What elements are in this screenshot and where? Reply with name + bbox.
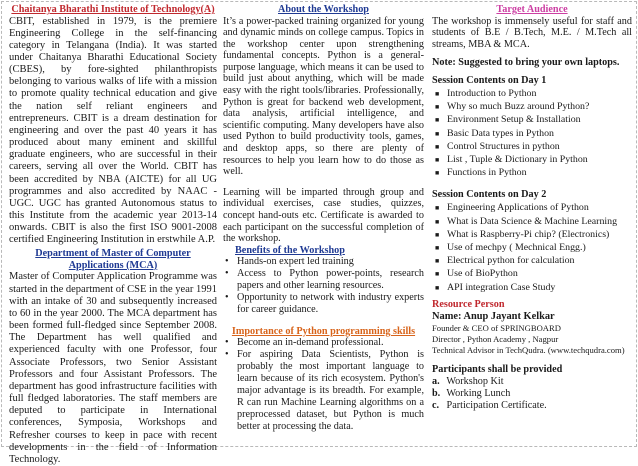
column-institute [9, 4, 217, 465]
benefits-list [223, 256, 424, 316]
workshop-description: It’s a power-packed training organized for young and dynamic minds on college campus. Topics in the workshop center upon strengthening fundamental concepts. Python is a general-purpose language, which means it can be used to build just about anything, which will be made easy with the right tools/libraries. Professionally, Python is great for backend web development, data analysis, artificial intelligence, and scientific computing. Many developers have also used Python to build productivity tools, games, and desktop apps, so there are plenty of resources to help you learn how to do those as well. [223, 15, 424, 178]
bullet-icon: • [225, 268, 229, 280]
audience-heading: Target Audience [496, 4, 568, 15]
day2-list [432, 201, 632, 293]
list-item: ■ What is Raspberry-Pi chip? (Electronics) [432, 228, 632, 241]
laptop-note: Note: Suggested to bring your own laptops. [432, 56, 620, 68]
square-bullet-icon: ■ [435, 243, 440, 252]
brochure-page [1, 1, 637, 465]
bullet-icon: • [225, 256, 229, 268]
square-bullet-icon: ■ [435, 103, 440, 112]
institute-heading: Chaitanya Bharathi Institute of Technology(A) [11, 4, 215, 15]
list-item: ■ Electrical python for calculation [432, 254, 632, 267]
department-heading-line2: Applications (MCA) [68, 259, 158, 271]
day2-heading: Session Contents on Day 2 [432, 189, 547, 201]
workshop-heading: About the Workshop [278, 4, 369, 15]
list-item: ■ Why so much Buzz around Python? [432, 100, 632, 113]
list-item: ■ Basic Data types in Python [432, 127, 632, 140]
square-bullet-icon: ■ [435, 217, 440, 226]
square-bullet-icon: ■ [435, 89, 440, 98]
square-bullet-icon: ■ [435, 116, 440, 125]
list-item: • Opportunity to network with industry experts for career guidance. [225, 292, 424, 315]
list-item: c. Participation Certificate. [432, 400, 547, 412]
list-item: ■ Use of BioPython [432, 267, 632, 280]
workshop-learning-text: Learning will be imparted through group and individual exercises, case studies, quizzes, concept hand-outs etc. Certificate is awarded to each participant on the successful completion of the workshop. [223, 186, 424, 245]
square-bullet-icon: ■ [435, 230, 440, 239]
list-item: b. Working Lunch [432, 388, 511, 400]
list-item: • Become an in-demand professional. [225, 337, 384, 349]
resource-person-role: Founder & CEO of SPRINGBOARD [432, 322, 561, 333]
department-heading-line1: Department of Master of Computer [35, 248, 191, 260]
list-item: ■ Environment Setup & Installation [432, 113, 632, 126]
list-item: ■ Use of mechpy ( Mechnical Engg.) [432, 241, 632, 254]
resource-person-role: Director , Python Academy , Nagpur [432, 333, 559, 344]
square-bullet-icon: ■ [435, 257, 440, 266]
institute-description: CBIT, established in 1979, is the premiere Engineering College in the self-financing category in Telangana (India). It was started under Chaitanya Bharathi Educational Society (CBES), by fore-sighted philanthropists belonging to various walks of life with a mission to promote quality technical education and give the nation self reliant engineers and entrepreneurs. CBIT is a dream destination for engineering and over the past 40 years it has produced about many eminent and skillful graduate engineers, who are successful in their careers, serving all over the World. CBIT has been accredited by NBA (AICTE) for all UG programmes and also accredited by NAAC - UGC. UGC has granted Autonomous status to this Institute from the academic year 2013-14 onwards. CBIT is also the first ISO 9001-2008 certified Engineering Institution in erstwhile A.P. [9, 15, 217, 246]
list-item: ■ API integration Case Study [432, 281, 632, 294]
square-bullet-icon: ■ [435, 270, 440, 279]
square-bullet-icon: ■ [435, 129, 440, 138]
square-bullet-icon: ■ [435, 155, 440, 164]
benefits-heading: Benefits of the Workshop [235, 244, 345, 256]
day1-list [432, 87, 632, 179]
square-bullet-icon: ■ [435, 169, 440, 178]
day1-heading: Session Contents on Day 1 [432, 74, 547, 86]
list-item: • Hands-on expert led training [225, 256, 354, 268]
list-item: ■ Introduction to Python [432, 87, 632, 100]
bullet-icon: • [225, 337, 229, 349]
provided-heading: Participants shall be provided [432, 363, 563, 375]
list-item: ■ Engineering Applications of Python [432, 201, 632, 214]
resource-person-role: Technical Advisor in TechQudra. (www.techqudra.com) [432, 344, 625, 355]
square-bullet-icon: ■ [435, 142, 440, 151]
list-item: ■ What is Data Science & Machine Learning [432, 215, 632, 228]
column-audience [432, 4, 632, 444]
department-description: Master of Computer Application Programme was started in the department of CSE in the year 1991 with an intake of 30 and subsequently increased to 60 in the year 2000. The MCA department has been formed full-fledged since September 2008. The Department has well qualified and experienced faculty with one Professor, four Associate Professors, two Senior Assistant Professors and four Assistant Professors. The department has good infrastructure facilities with full fledged laboratories. The staff members are deputed to participate in International conferences, Symposia, Workshops and Refresher courses to keep in pace with recent developments in the field of Information Technology. [9, 271, 217, 465]
audience-text: The workshop is immensely useful for staff and students of B.E / B.Tech, M.E. / M.Tech all streams, MBA & MCA. [432, 15, 632, 51]
importance-heading: Importance of Python programming skills [231, 325, 416, 337]
column-workshop [223, 4, 424, 444]
bullet-icon: • [225, 349, 229, 361]
bullet-icon: • [225, 292, 229, 303]
provided-list [432, 376, 632, 413]
list-item: ■ Functions in Python [432, 166, 632, 179]
list-item: ■ List , Tuple & Dictionary in Python [432, 153, 632, 166]
resource-person-heading: Resource Person [432, 298, 505, 310]
list-item: a. Workshop Kit [432, 375, 504, 387]
list-item: ■ Control Structures in python [432, 140, 632, 153]
list-item: • For aspiring Data Scientists, Python is probably the most important language to learn because of its rich ecosystem. Python's major advantage is its breadth. For example, R can run Machine Learning algorithms on a preprocessed dataset, but Python is much better at processing the data. [225, 349, 424, 432]
square-bullet-icon: ■ [435, 204, 440, 213]
resource-person-name: Name: Anup Jayant Kelkar [432, 310, 555, 322]
importance-list [223, 337, 424, 432]
list-item: • Access to Python power-points, research papers and other learning resources. [225, 268, 424, 292]
square-bullet-icon: ■ [435, 283, 440, 292]
